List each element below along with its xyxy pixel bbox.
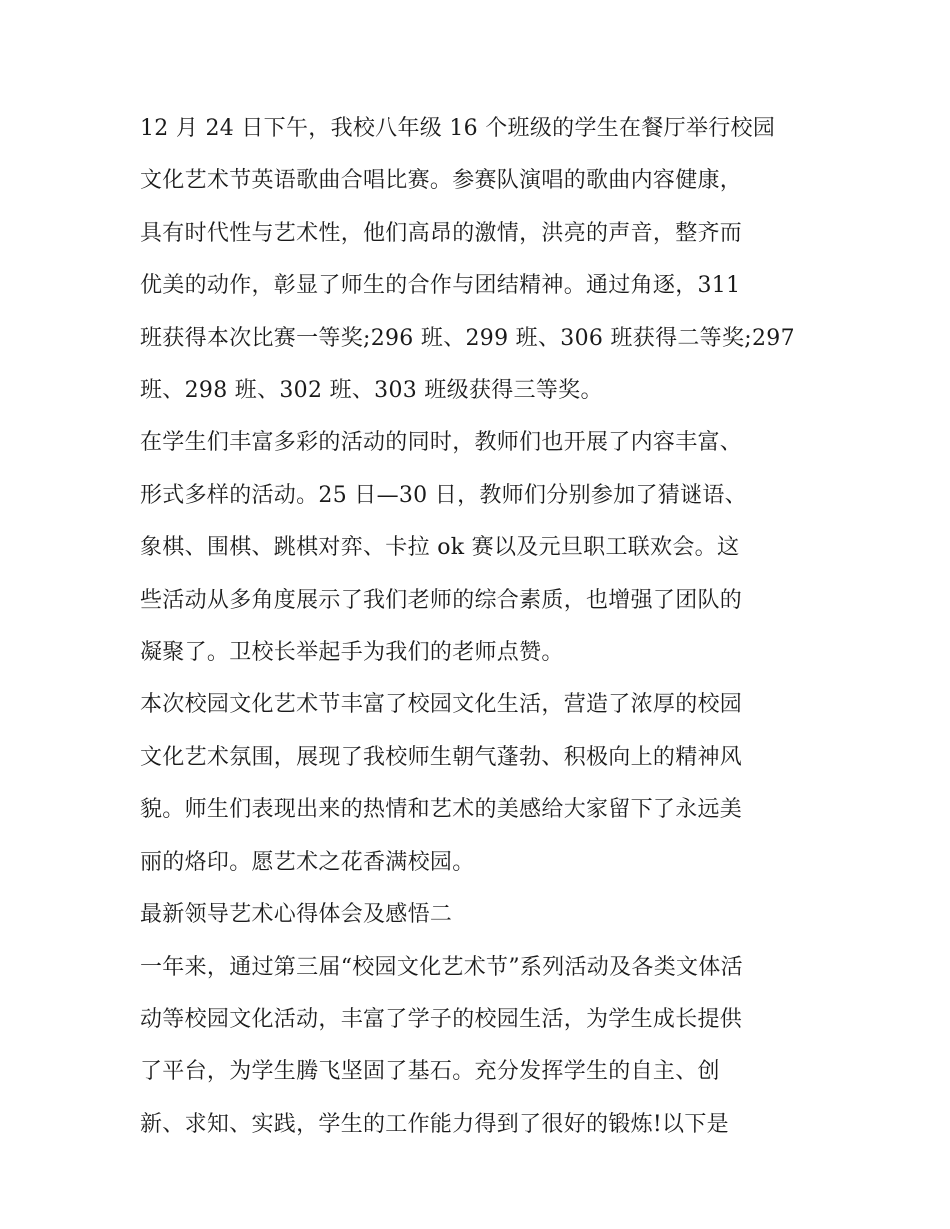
paragraph-teacher-activities [140, 417, 820, 679]
heading-line: 最新领导艺术心得体会及感悟二 [140, 902, 453, 928]
text-line: 优美的动作，彰显了师生的合作与团结精神。通过角逐，311 [140, 273, 741, 299]
paragraph-year-review [140, 942, 820, 1152]
text-line: 动等校园文化活动，丰富了学子的校园生活，为学生成长提供 [140, 1006, 743, 1032]
paragraph-festival-summary [140, 679, 820, 889]
text-line: 班获得本次比赛一等奖;296 班、299 班、306 班获得二等奖;297 [140, 325, 795, 351]
text-line: 本次校园文化艺术节丰富了校园文化生活，营造了浓厚的校园 [140, 692, 743, 718]
text-line: 12 月 24 日下午，我校八年级 16 个班级的学生在餐厅举行校园 [140, 116, 776, 141]
text-line: 一年来，通过第三届“校园文化艺术节”系列活动及各类文体活 [140, 954, 743, 980]
text-line: 貌。师生们表现出来的热情和艺术的美感给大家留下了永远美 [140, 797, 743, 823]
paragraph-choir-contest [140, 103, 820, 417]
section-heading [140, 889, 820, 941]
text-line: 在学生们丰富多彩的活动的同时，教师们也开展了内容丰富、 [140, 430, 743, 456]
text-line: 凝聚了。卫校长举起手为我们的老师点赞。 [140, 640, 564, 666]
text-line: 了平台，为学生腾飞坚固了基石。充分发挥学生的自主、创 [140, 1059, 720, 1085]
text-line: 具有时代性与艺术性，他们高昂的激情，洪亮的声音，整齐而 [140, 220, 743, 246]
text-line: 些活动从多角度展示了我们老师的综合素质，也增强了团队的 [140, 587, 743, 613]
text-line: 文化艺术氛围，展现了我校师生朝气蓬勃、积极向上的精神风 [140, 744, 743, 770]
text-line: 形式多样的活动。25 日—30 日，教师们分别参加了猜谜语、 [140, 482, 747, 508]
text-line: 丽的烙印。愿艺术之花香满校园。 [140, 849, 475, 875]
text-line: 象棋、围棋、跳棋对弈、卡拉 ok 赛以及元旦职工联欢会。这 [140, 535, 740, 561]
document-body [140, 103, 820, 1151]
text-line: 文化艺术节英语歌曲合唱比赛。参赛队演唱的歌曲内容健康， [140, 168, 743, 194]
text-line: 班、298 班、302 班、303 班级获得三等奖。 [140, 378, 603, 404]
text-line: 新、求知、实践，学生的工作能力得到了很好的锻炼!以下是 [140, 1111, 729, 1137]
